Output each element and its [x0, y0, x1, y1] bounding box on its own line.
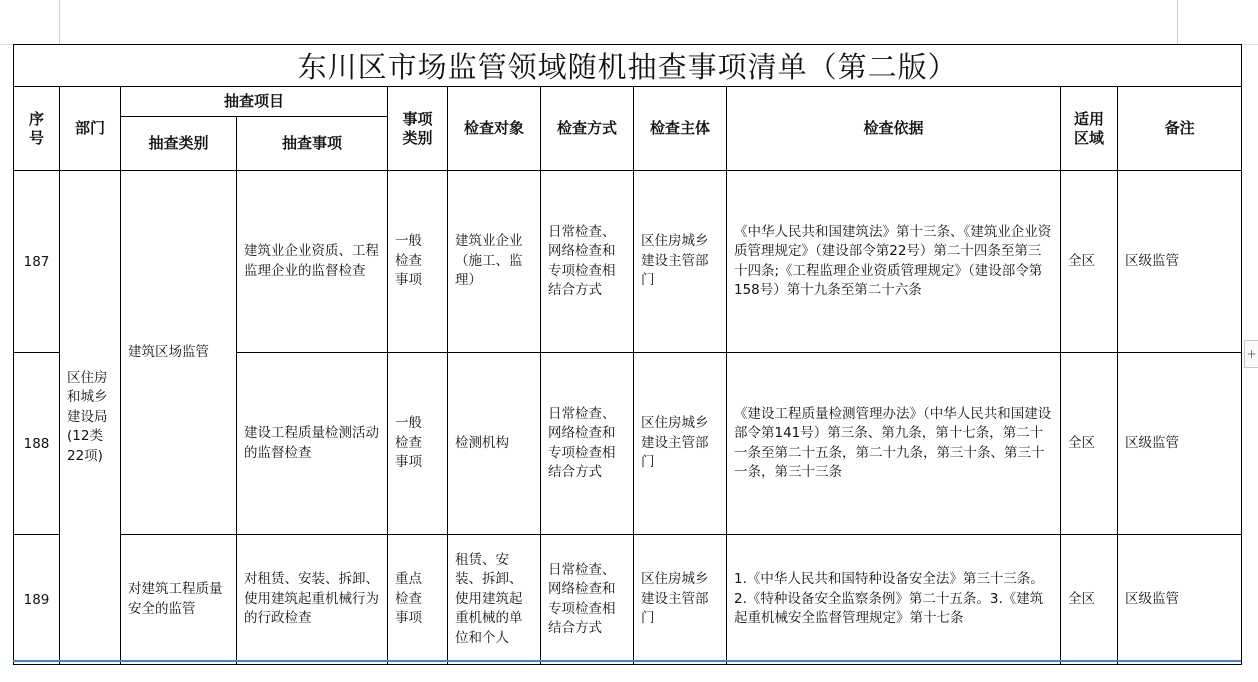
row-remark: 区级监管 — [1118, 171, 1242, 353]
header-item: 抽查事项 — [237, 117, 388, 171]
row-method: 日常检查、网络检查和专项检查相结合方式 — [541, 353, 634, 535]
row-seq: 187 — [14, 171, 60, 353]
table-title: 东川区市场监管领域随机抽查事项清单（第二版） — [14, 45, 1242, 87]
row-category: 建筑区场监管 — [121, 171, 237, 535]
header-project: 抽查项目 — [121, 87, 388, 117]
row-subject: 区住房城乡建设主管部门 — [634, 535, 727, 665]
row-target: 建筑业企业（施工、监理） — [448, 171, 541, 353]
header-target: 检查对象 — [448, 87, 541, 171]
page-margin-guide-left — [59, 0, 60, 44]
inspection-list-table — [13, 44, 1242, 665]
row-method: 日常检查、网络检查和专项检查相结合方式 — [541, 171, 634, 353]
header-area: 适用区域 — [1061, 87, 1118, 171]
row-seq: 189 — [14, 535, 60, 665]
row-remark: 区级监管 — [1118, 535, 1242, 665]
header-dept: 部门 — [60, 87, 121, 171]
row-item: 建设工程质量检测活动的监督检查 — [237, 353, 388, 535]
row-item-type: 一般检查事项 — [388, 353, 448, 535]
row-basis: 《中华人民共和国建筑法》第十三条、《建筑业企业资质管理规定》（建设部令第22号）第二十四条至第三十四条;《工程监理企业资质管理规定》（建设部令第158号）第十九条至第二十六条 — [727, 171, 1061, 353]
row-method: 日常检查、网络检查和专项检查相结合方式 — [541, 535, 634, 665]
row-area: 全区 — [1061, 353, 1118, 535]
department-cell: 区住房和城乡建设局(12类22项) — [60, 171, 121, 665]
header-seq: 序号 — [14, 87, 60, 171]
page-margin-guide-right — [1177, 0, 1178, 44]
selection-border — [13, 660, 1241, 662]
row-item: 建筑业企业资质、工程监理企业的监督检查 — [237, 171, 388, 353]
row-subject: 区住房城乡建设主管部门 — [634, 353, 727, 535]
row-item: 对租赁、安装、拆卸、使用建筑起重机械行为的行政检查 — [237, 535, 388, 665]
row-area: 全区 — [1061, 171, 1118, 353]
header-subject: 检查主体 — [634, 87, 727, 171]
row-basis: 1.《中华人民共和国特种设备安全法》第三十三条。2.《特种设备安全监察条例》第二十五条。3.《建筑起重机械安全监督管理规定》第十七条 — [727, 535, 1061, 665]
expand-plus-icon[interactable]: + — [1244, 340, 1258, 368]
row-remark: 区级监管 — [1118, 353, 1242, 535]
table-row — [14, 535, 1242, 665]
table-row — [14, 171, 1242, 353]
row-target: 检测机构 — [448, 353, 541, 535]
row-item-type: 重点检查事项 — [388, 535, 448, 665]
row-category: 对建筑工程质量安全的监管 — [121, 535, 237, 665]
header-method: 检查方式 — [541, 87, 634, 171]
header-remark: 备注 — [1118, 87, 1242, 171]
header-basis: 检查依据 — [727, 87, 1061, 171]
row-target: 租赁、安装、拆卸、使用建筑起重机械的单位和个人 — [448, 535, 541, 665]
row-item-type: 一般检查事项 — [388, 171, 448, 353]
header-category: 抽查类别 — [121, 117, 237, 171]
row-subject: 区住房城乡建设主管部门 — [634, 171, 727, 353]
row-area: 全区 — [1061, 535, 1118, 665]
header-item-type: 事项类别 — [388, 87, 448, 171]
row-basis: 《建设工程质量检测管理办法》（中华人民共和国建设部令第141号）第三条、第九条，第十七条，第二十一条至第二十五条，第二十九条，第三十条、第三十一条，第三十三条 — [727, 353, 1061, 535]
row-seq: 188 — [14, 353, 60, 535]
